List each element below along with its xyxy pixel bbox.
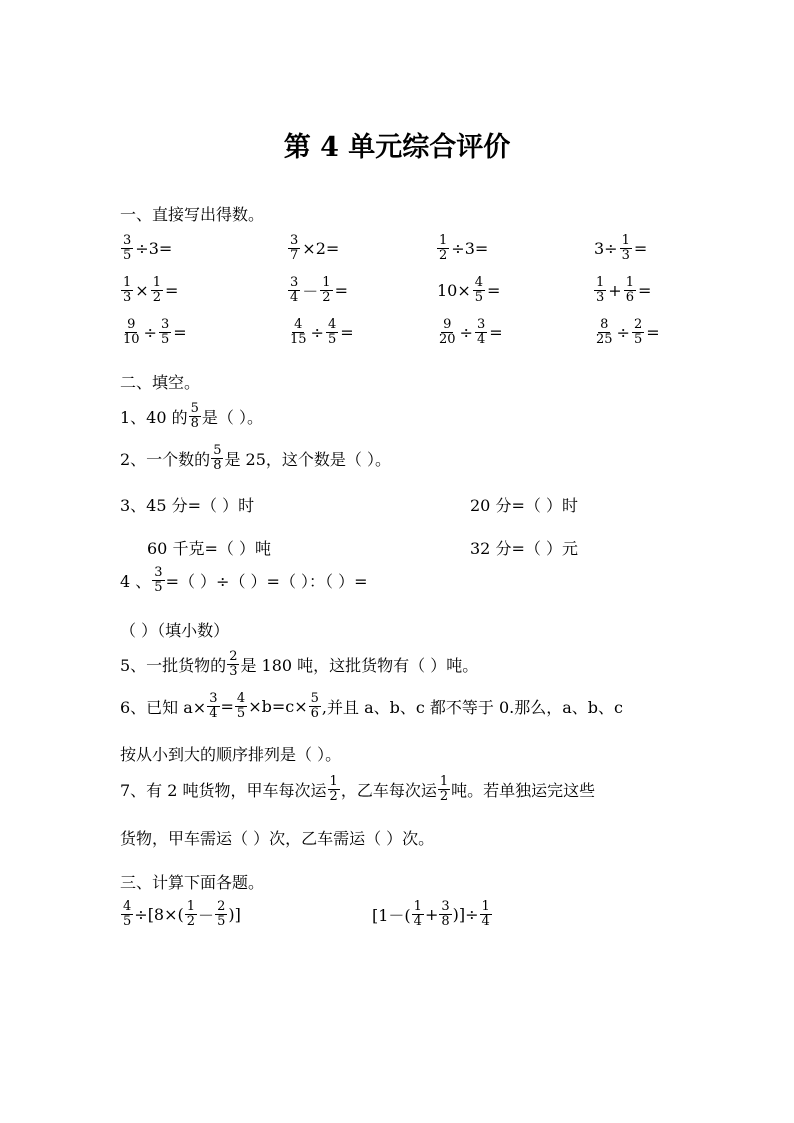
item-fraction <box>594 276 606 304</box>
q6-text-b: ,并且 a、b、c 都不等于 0.那么，a、b、c <box>321 697 623 717</box>
section2-heading: 二、填空。 <box>120 373 201 392</box>
item-denominator-2: 4 <box>476 331 486 347</box>
e2-f3-numerator: 1 <box>481 899 490 914</box>
q3-part-d: 32 分=（ ）元 <box>470 539 578 558</box>
e2-plus: + <box>424 904 439 924</box>
item-denominator: 20 <box>439 331 456 347</box>
q6-f3-denominator: 6 <box>310 705 319 721</box>
item-suffix: ÷3= <box>135 238 173 258</box>
e2-f1-denominator: 4 <box>413 913 422 929</box>
e2-f2-denominator: 8 <box>441 913 450 929</box>
item-fraction <box>437 318 458 346</box>
item-numerator: 4 <box>474 275 484 290</box>
e1-text-b: )] <box>228 904 241 924</box>
item-numerator: 8 <box>600 317 609 332</box>
item-fraction-2 <box>320 276 332 304</box>
q7-f1-denominator: 2 <box>329 788 338 804</box>
expression-2 <box>372 900 493 928</box>
q6-f3-numerator: 5 <box>310 691 319 706</box>
e1-f1-denominator: 5 <box>123 913 132 929</box>
section1-heading: 一、直接写出得数。 <box>120 205 265 224</box>
item-fraction <box>473 276 485 304</box>
item-numerator: 4 <box>294 317 303 332</box>
item-fraction <box>594 318 615 346</box>
item-denominator-2: 2 <box>322 289 331 305</box>
e1-f1-numerator: 4 <box>123 899 132 914</box>
question-6 <box>120 692 623 720</box>
item-numerator: 3 <box>290 233 299 248</box>
q7-f2-denominator: 2 <box>439 788 449 804</box>
item-numerator: 9 <box>127 317 136 332</box>
q1-fraction <box>189 402 201 430</box>
e2-f2-numerator: 3 <box>441 899 450 914</box>
q7-text-a: 7、有 2 吨货物，甲车每次运 <box>120 780 327 800</box>
q6-f1-numerator: 3 <box>209 691 218 706</box>
item-fraction <box>620 234 632 262</box>
item-denominator-2: 5 <box>327 331 337 347</box>
q2-fraction <box>211 444 223 472</box>
item-suffix: = <box>633 238 648 258</box>
mental-math-item <box>120 234 173 262</box>
q6-text-mid: ×b=c× <box>248 696 308 716</box>
q7-text-b: 吨。若单独运完这些 <box>451 780 596 800</box>
q4-text-a: 4 、 <box>120 571 152 591</box>
mental-math-item <box>436 276 501 304</box>
item-suffix: = <box>164 280 179 300</box>
q2-denominator: 8 <box>213 457 222 473</box>
item-operator: ÷ <box>310 322 324 342</box>
question-7 <box>120 775 595 803</box>
mental-math-item <box>593 276 652 304</box>
item-numerator-2: 4 <box>327 317 337 332</box>
item-numerator-2: 3 <box>160 317 170 332</box>
q7-text-mid: ，乙车每次运 <box>340 780 437 800</box>
q3-part-a: 3、45 分=（ ）时 <box>120 496 255 515</box>
item-fraction <box>288 234 300 262</box>
item-numerator-2: 3 <box>476 317 486 332</box>
e1-minus: － <box>198 905 215 925</box>
q1-denominator: 8 <box>190 415 199 431</box>
item-fraction <box>121 276 133 304</box>
item-numerator: 3 <box>123 233 132 248</box>
item-numerator: 1 <box>123 275 132 290</box>
q2-text-b: 是 25，这个数是（ ）。 <box>224 449 392 469</box>
q3-part-b: 20 分=（ ）时 <box>470 496 578 515</box>
e2-f1-numerator: 1 <box>413 899 422 914</box>
mental-math-item <box>287 318 355 346</box>
expression-1 <box>120 900 241 928</box>
e2-text-a: [1－( <box>372 905 411 925</box>
item-prefix: 3÷ <box>594 238 618 258</box>
q6-f2-denominator: 5 <box>236 705 246 721</box>
q5-fraction <box>227 650 239 678</box>
q7-fraction-2 <box>438 775 450 803</box>
q2-numerator: 5 <box>213 443 222 458</box>
e1-f2-denominator: 2 <box>186 913 196 929</box>
item-fraction-2 <box>624 276 636 304</box>
e1-fraction-2 <box>185 900 197 928</box>
item-operator: ÷ <box>143 322 157 342</box>
mental-math-item <box>120 276 179 304</box>
question-4 <box>120 566 368 594</box>
item-numerator: 3 <box>290 275 299 290</box>
item-denominator: 2 <box>439 247 448 263</box>
item-denominator: 7 <box>290 247 299 263</box>
item-prefix: 10× <box>437 280 471 300</box>
page-title: 第 4 单元综合评价 <box>283 132 511 163</box>
q5-numerator: 2 <box>229 649 238 664</box>
item-denominator-2: 6 <box>625 289 634 305</box>
mental-math-item <box>593 234 648 262</box>
q5-denominator: 3 <box>229 663 238 679</box>
item-denominator: 10 <box>123 331 140 347</box>
e1-fraction-3 <box>215 900 227 928</box>
e2-f3-denominator: 4 <box>481 913 490 929</box>
e2-fraction-3 <box>480 900 492 928</box>
item-suffix: = <box>334 280 348 300</box>
item-fraction-2 <box>632 318 644 346</box>
e1-fraction-1 <box>121 900 133 928</box>
item-denominator: 3 <box>596 289 605 305</box>
item-operator: + <box>608 280 622 300</box>
item-numerator-2: 1 <box>152 275 161 290</box>
q6-equals: = <box>220 696 234 716</box>
item-numerator-2: 1 <box>625 275 634 290</box>
item-denominator-2: 2 <box>152 289 161 305</box>
item-suffix: = <box>637 280 652 300</box>
item-suffix: = <box>646 322 660 342</box>
item-numerator-2: 1 <box>322 275 331 290</box>
item-numerator: 1 <box>596 275 605 290</box>
item-numerator: 1 <box>621 233 630 248</box>
q4-fraction <box>152 566 164 594</box>
item-operator: － <box>302 281 319 301</box>
item-operator: ÷ <box>616 322 630 342</box>
q1-text-b: 是（ ）。 <box>201 407 264 427</box>
item-denominator: 3 <box>621 247 630 263</box>
item-suffix: = <box>487 280 501 300</box>
item-denominator-2: 5 <box>633 331 643 347</box>
item-operator: × <box>135 280 149 300</box>
mental-math-item <box>120 318 188 346</box>
q6-f1-denominator: 4 <box>209 705 218 721</box>
item-denominator: 5 <box>123 247 132 263</box>
q1-numerator: 5 <box>190 401 199 416</box>
e1-f3-numerator: 2 <box>217 899 226 914</box>
mental-math-item <box>287 276 349 304</box>
mental-math-item <box>436 318 504 346</box>
q6-fraction-3 <box>309 692 321 720</box>
item-fraction <box>288 318 309 346</box>
item-fraction-2 <box>151 276 163 304</box>
e2-fraction-2 <box>439 900 451 928</box>
item-fraction <box>288 276 300 304</box>
q6-text-a: 6、已知 a× <box>120 697 207 717</box>
item-suffix: = <box>489 322 503 342</box>
item-denominator: 3 <box>123 289 132 305</box>
mental-math-item <box>287 234 340 262</box>
q2-text-a: 2、一个数的 <box>120 449 211 469</box>
item-fraction-2 <box>159 318 171 346</box>
q7-fraction-1 <box>328 775 340 803</box>
q7-f1-numerator: 1 <box>329 774 338 789</box>
item-suffix: = <box>340 322 354 342</box>
e2-fraction-1 <box>412 900 424 928</box>
item-fraction-2 <box>475 318 487 346</box>
q6-f2-numerator: 4 <box>236 691 246 706</box>
q3-part-c: 60 千克=（ ）吨 <box>147 539 271 558</box>
item-suffix: ÷3= <box>451 238 489 258</box>
item-denominator-2: 5 <box>160 331 170 347</box>
item-operator: ÷ <box>459 322 473 342</box>
mental-math-item <box>436 234 489 262</box>
item-numerator: 9 <box>443 317 452 332</box>
q4-text-b: =（ ）÷（ ）=（ ）：（ ）= <box>165 571 368 591</box>
q5-text-b: 是 180 吨，这批货物有（ ）吨。 <box>240 655 479 675</box>
item-numerator-2: 2 <box>633 317 643 332</box>
section3-heading: 三、计算下面各题。 <box>120 873 265 892</box>
item-fraction <box>121 234 133 262</box>
mental-math-item <box>593 318 661 346</box>
q6-continuation: 按从小到大的顺序排列是（ ）。 <box>120 745 342 764</box>
item-numerator: 1 <box>439 233 448 248</box>
item-fraction <box>121 318 142 346</box>
q6-fraction-2 <box>235 692 247 720</box>
item-fraction <box>437 234 449 262</box>
e1-text-a: ÷[8×( <box>134 904 184 924</box>
question-5 <box>120 650 478 678</box>
item-denominator: 25 <box>596 331 613 347</box>
question-2 <box>120 444 391 472</box>
q4-denominator: 5 <box>154 579 163 595</box>
item-denominator: 5 <box>474 289 484 305</box>
item-denominator: 15 <box>290 331 307 347</box>
question-1 <box>120 402 263 430</box>
q4-numerator: 3 <box>154 565 163 580</box>
q7-continuation: 货物，甲车需运（ ）次，乙车需运（ ）次。 <box>120 829 435 848</box>
q5-text-a: 5、一批货物的 <box>120 655 227 675</box>
item-fraction-2 <box>326 318 338 346</box>
item-suffix: = <box>173 322 187 342</box>
e1-f3-denominator: 5 <box>217 913 226 929</box>
e1-f2-numerator: 1 <box>186 899 196 914</box>
item-suffix: ×2= <box>302 238 340 258</box>
e2-text-b: )]÷ <box>452 904 479 924</box>
q6-fraction-1 <box>207 692 219 720</box>
q7-f2-numerator: 1 <box>439 774 449 789</box>
q1-text-a: 1、40 的 <box>120 407 188 427</box>
q4-continuation: （ ）（填小数） <box>120 621 230 640</box>
item-denominator: 4 <box>290 289 299 305</box>
